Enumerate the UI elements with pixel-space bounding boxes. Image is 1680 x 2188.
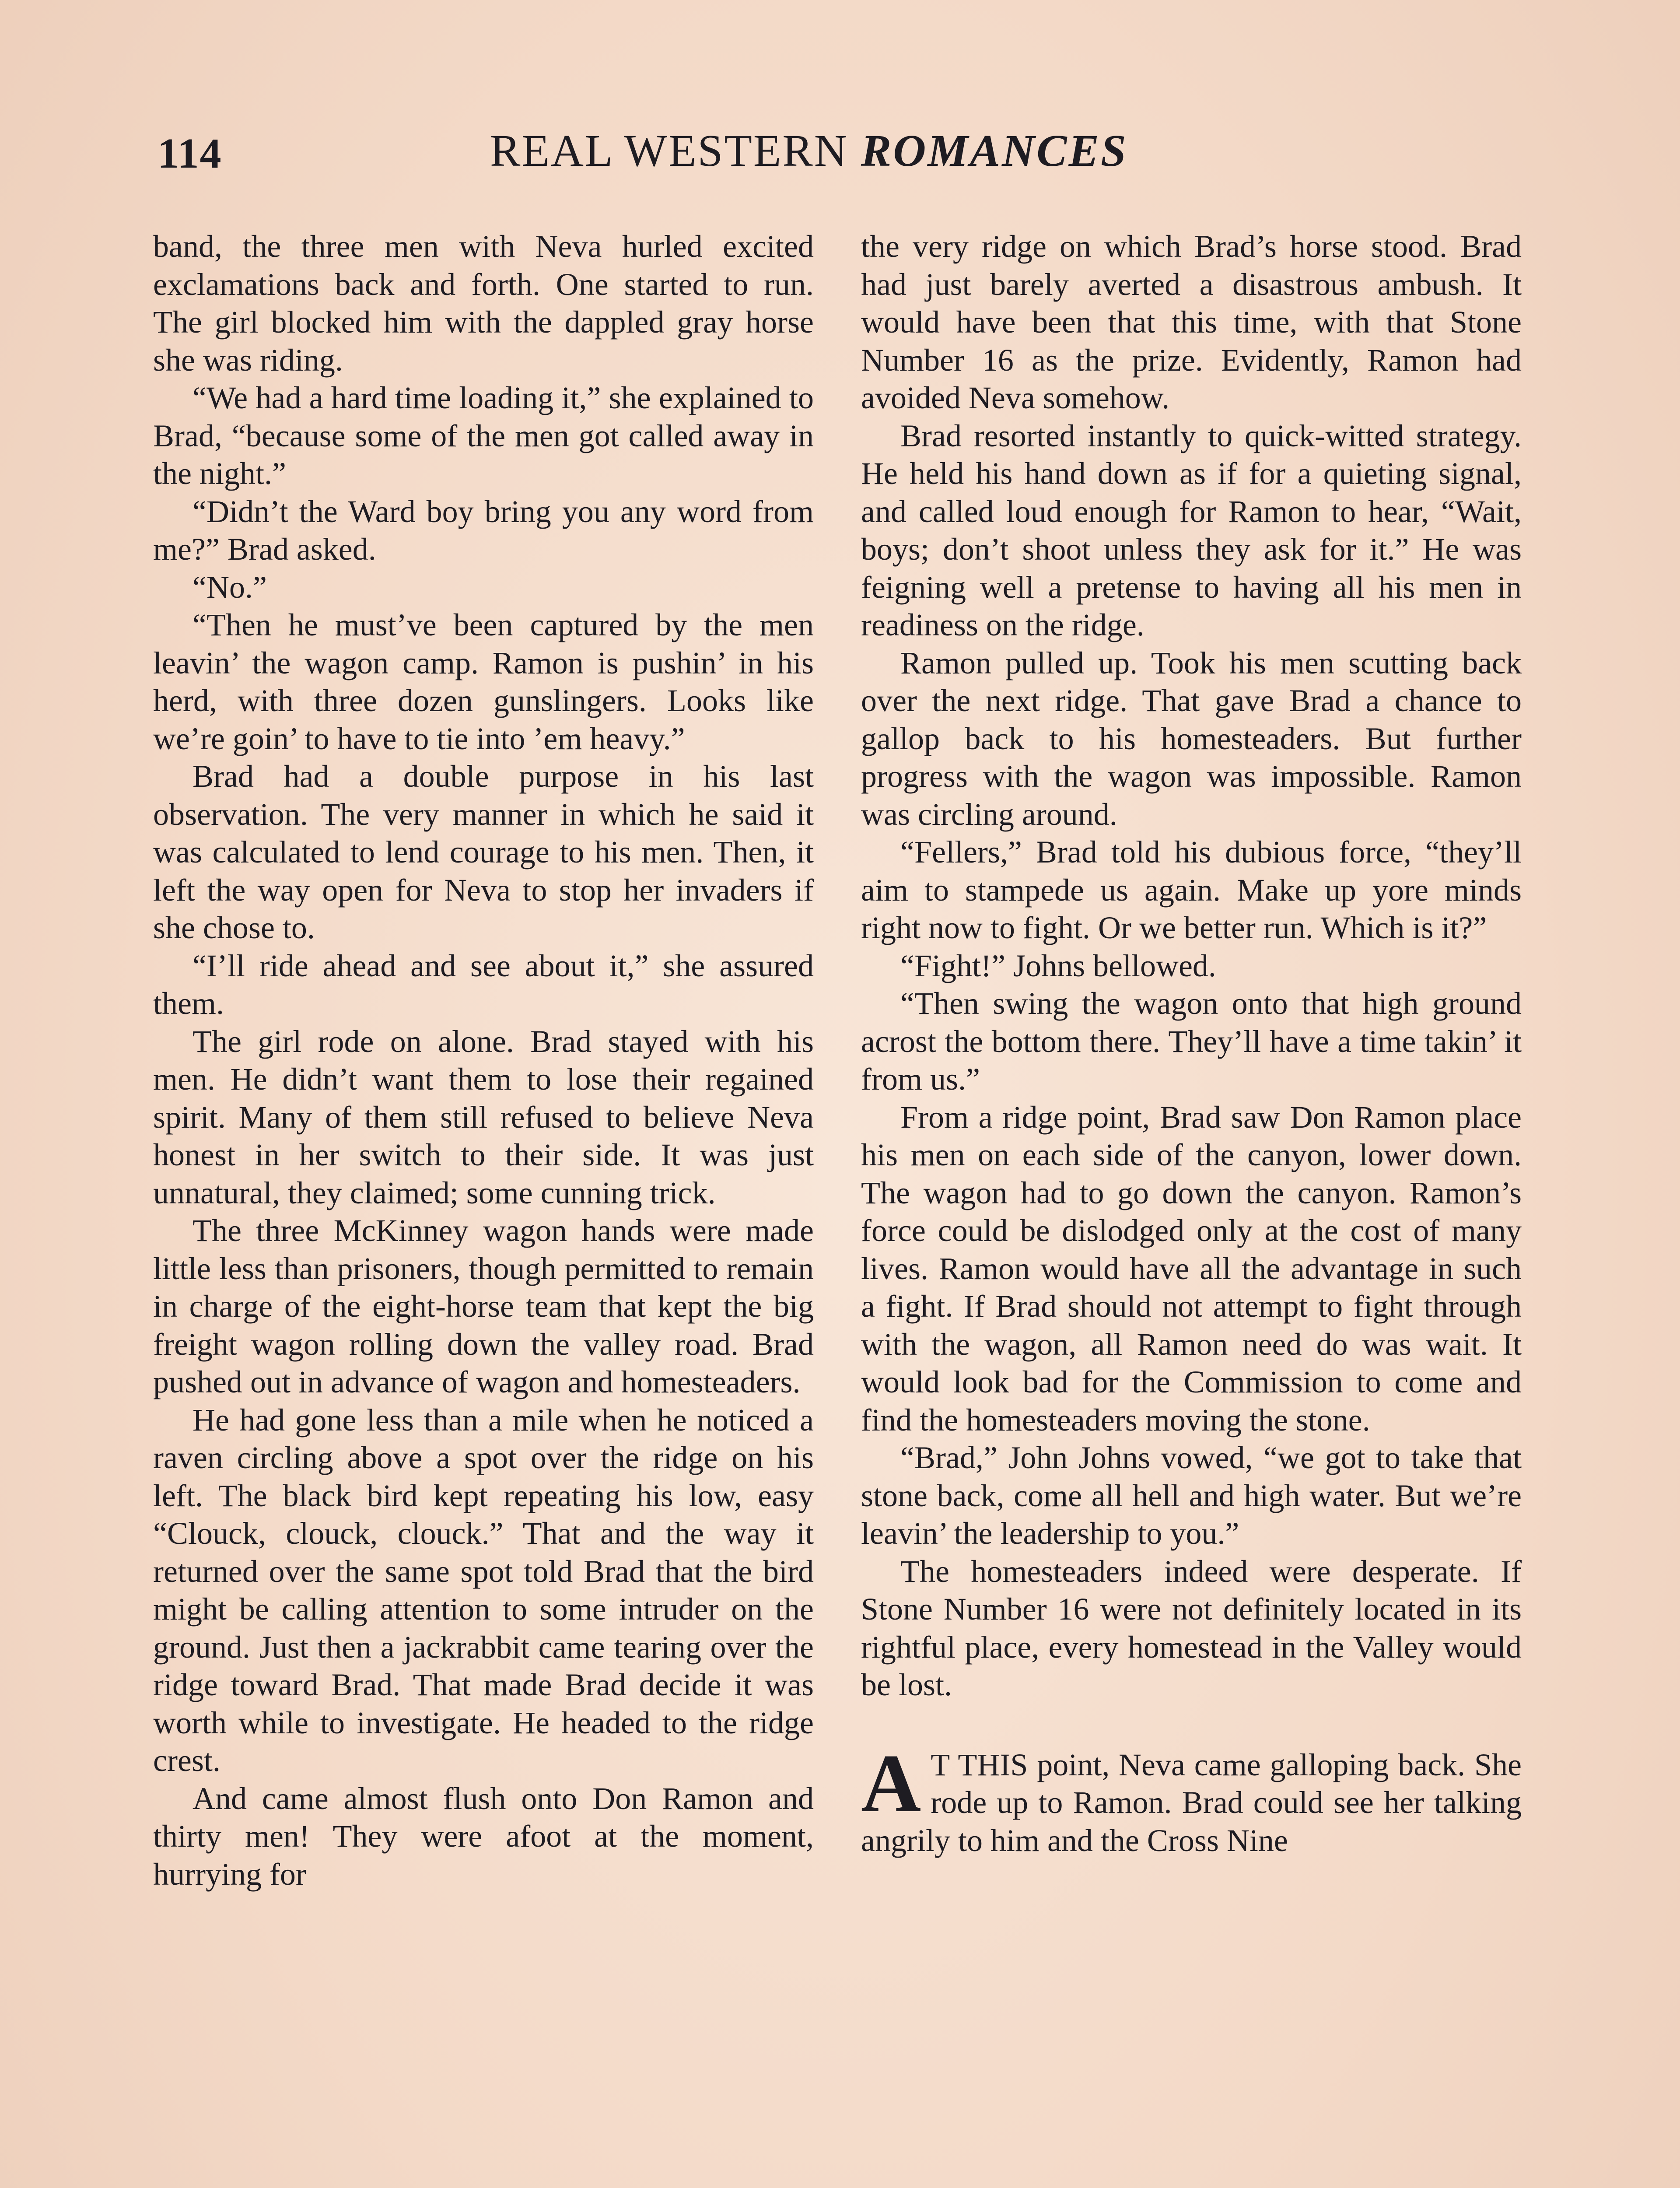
paragraph: He had gone less than a mile when he noticed a raven circling above a spot over the ridge on his left. The black bird kept repeating his low, easy “Clouck, clouck, clouck.” That and the way it returned over the same spot told Brad that the bird might be calling attention to some intruder on the ground. Just then a jackrabbit came tearing over the ridge toward Brad. That made Brad decide it was worth while to investigate. He headed to the ridge crest. xyxy=(153,1402,814,1778)
left-column xyxy=(153,228,814,1893)
paragraph: “I’ll ride ahead and see about it,” she assured them. xyxy=(153,948,814,1021)
page-header xyxy=(158,125,1208,186)
paragraph: Ramon pulled up. Took his men scutting back over the next ridge. That gave Brad a chance to gallop back to his homesteaders. But further progress with the wagon was impossible. Ramon was circling around. xyxy=(861,645,1522,832)
paragraph: “Then swing the wagon onto that high ground acrost the bottom there. They’ll have a time takin’ it from us.” xyxy=(861,986,1522,1097)
paragraph: “Fight!” Johns bellowed. xyxy=(900,948,1216,983)
paragraph: The three McKinney wagon hands were made little less than prisoners, though permitted to remain in charge of the eight-horse team that kept the big freight wagon rolling down the valley road. Brad pushed out in advance of wagon and homesteaders. xyxy=(153,1213,814,1399)
magazine-title xyxy=(490,125,1128,177)
paragraph: The girl rode on alone. Brad stayed with his men. He didn’t want them to lose their regained spirit. Many of them still refused to believe Neva honest in her switch to their side. It was just unnatural, they claimed; some cunning trick. xyxy=(153,1024,814,1210)
paragraph: band, the three men with Neva hurled excited exclamations back and forth. One started to run. The girl blocked him with the dappled gray horse she was riding. xyxy=(153,229,814,378)
paragraph: “Brad,” John Johns vowed, “we got to take that stone back, come all hell and high water. But we’re leavin’ the leadership to you.” xyxy=(861,1440,1522,1551)
paragraph: “Fellers,” Brad told his dubious force, “they’ll aim to stampede us again. Make up yore minds right now to fight. Or we better run. Which is it?” xyxy=(861,835,1522,945)
paragraph: “Then he must’ve been captured by the men leavin’ the wagon camp. Ramon is pushin’ in his herd, with three dozen gunslingers. Looks like we’re goin’ to have to tie into ’em heavy.” xyxy=(153,607,814,756)
paragraph: Brad had a double purpose in his last observation. The very manner in which he said it was calculated to lend courage to his men. Then, it left the way open for Neva to stop her invaders if she chose to. xyxy=(153,759,814,945)
paragraph: “No.” xyxy=(192,569,267,605)
paragraph: And came almost flush onto Don Ramon and thirty men! They were afoot at the moment, hurrying for xyxy=(153,1781,814,1892)
paragraph: “We had a hard time loading it,” she explained to Brad, “because some of the men got called away in the night.” xyxy=(153,380,814,491)
section-break-paragraph xyxy=(861,1737,1522,1860)
section-break-text: T THIS point, Neva came galloping back. She rode up to Ramon. Brad could see her talking angrily to him and the Cross Nine xyxy=(861,1747,1522,1858)
magazine-title-regular: REAL WESTERN xyxy=(490,126,848,176)
page-number: 114 xyxy=(158,130,222,177)
paragraph: the very ridge on which Brad’s horse stood. Brad had just barely averted a disastrous ambush. It would have been that this time, with that Stone Number 16 as the prize. Evidently, Ramon had avoided Neva somehow. xyxy=(861,229,1522,415)
paragraph: “Didn’t the Ward boy bring you any word from me?” Brad asked. xyxy=(153,494,814,567)
right-column xyxy=(861,228,1522,1859)
magazine-title-bold: ROMANCES xyxy=(861,126,1128,176)
paragraph: The homesteaders indeed were desperate. If Stone Number 16 were not definitely located in its rightful place, every homestead in the Valley would be lost. xyxy=(861,1553,1522,1702)
paragraph: Brad resorted instantly to quick-witted strategy. He held his hand down as if for a quieting signal, and called loud enough for Ramon to hear, “Wait, boys; don’t shoot unless they ask for it.” He was feigning well a pretense to having all his men in readiness on the ridge. xyxy=(861,418,1522,642)
drop-cap: A xyxy=(861,1737,921,1830)
paragraph: From a ridge point, Brad saw Don Ramon place his men on each side of the canyon, lower down. The wagon had to go down the canyon. Ramon’s force could be dislodged only at the cost of many lives. Ramon would have all the advantage in such a fight. If Brad should not attempt to fight through with the wagon, all Ramon need do was wait. It would look bad for the Commission to come and find the homesteaders moving the stone. xyxy=(861,1099,1522,1438)
